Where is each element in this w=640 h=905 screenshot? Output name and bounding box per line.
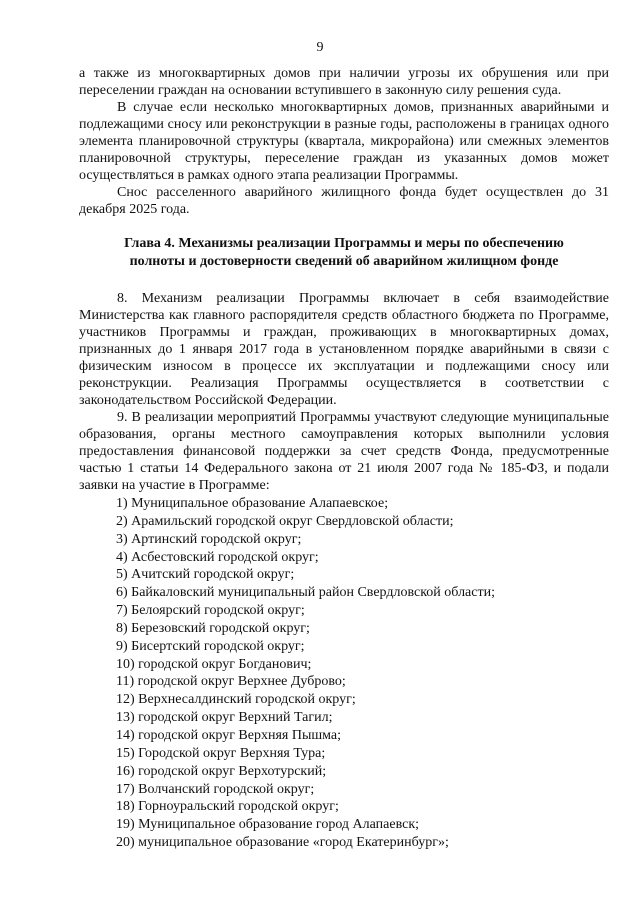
list-item: 20) муниципальное образование «город Екатеринбург»;: [116, 835, 449, 851]
list-item: 10) городской округ Богданович;: [116, 656, 312, 672]
list-item: 3) Артинский городской округ;: [116, 531, 302, 547]
chapter-title-line-1: Глава 4. Механизмы реализации Программы и меры по обеспечению: [124, 236, 564, 251]
list-item: 12) Верхнесалдинский городской округ;: [116, 692, 356, 708]
chapter-title-line-2: полноты и достоверности сведений об аварийном жилищном фонде: [129, 254, 559, 269]
sections-block: [79, 290, 609, 494]
list-item: 13) городской округ Верхний Тагил;: [116, 710, 333, 726]
intro-paragraph-1: а также из многоквартирных домов при наличии угрозы их обрушения или при переселении граждан на основании вступившего в законную силу решения суда.: [79, 66, 609, 98]
list-item: 19) Муниципальное образование город Алапаевск;: [116, 817, 420, 833]
municipalities-list: [116, 495, 606, 852]
list-item: 17) Волчанский городской округ;: [116, 781, 315, 797]
chapter-title: [79, 235, 609, 271]
section-9-paragraph: 9. В реализации мероприятий Программы участвуют следующие муниципальные образования, органы местного самоуправления которых выполнили условия предоставления финансовой поддержки за счет средств Фонда, предусмотренные частью 1 статьи 14 Федерального закона от 21 июля 2007 года № 185-ФЗ, и подали заявки на участие в Программе:: [79, 410, 609, 493]
list-item: 4) Асбестовский городской округ;: [116, 549, 319, 565]
list-item: 8) Березовский городской округ;: [116, 620, 310, 636]
list-item: 18) Горноуральский городской округ;: [116, 799, 339, 815]
list-item: 5) Ачитский городской округ;: [116, 567, 295, 583]
intro-block: [79, 65, 609, 218]
list-item: 11) городской округ Верхнее Дуброво;: [116, 674, 346, 690]
page-number: 9: [316, 40, 324, 55]
list-item: 16) городской округ Верхотурский;: [116, 763, 327, 779]
list-item: 6) Байкаловский муниципальный район Свердловской области;: [116, 585, 495, 601]
list-item: 9) Бисертский городской округ;: [116, 638, 305, 654]
intro-paragraph-3: Снос расселенного аварийного жилищного фонда будет осуществлен до 31 декабря 2025 года.: [79, 185, 609, 217]
section-8-paragraph: 8. Механизм реализации Программы включает в себя взаимодействие Министерства как главного распорядителя средств областного бюджета по Программе, участников Программы и граждан, проживающих в многоквартирных домах, признанных до 1 января 2017 года в установленном порядке аварийными в связи с физическим износом в процессе их эксплуатации и подлежащими сносу или реконструкции. Реализация Программы осуществляется в соответствии с законодательством Российской Федерации.: [79, 291, 609, 408]
list-item: 1) Муниципальное образование Алапаевское;: [116, 496, 389, 511]
list-item: 15) Городской округ Верхняя Тура;: [116, 745, 326, 761]
list-item: 14) городской округ Верхняя Пышма;: [116, 727, 342, 743]
list-item: 7) Белоярский городской округ;: [116, 603, 305, 619]
intro-paragraph-2: В случае если несколько многоквартирных домов, признанных аварийными и подлежащими сносу или реконструкции в разные годы, расположены в границах одного элемента планировочной структуры (квартала, микрорайона) или смежных элементов планировочной структуры, переселение граждан из указанных домов может осуществляться в рамках одного этапа реализации Программы.: [79, 100, 609, 183]
list-item: 2) Арамильский городской округ Свердловской области;: [116, 513, 454, 529]
